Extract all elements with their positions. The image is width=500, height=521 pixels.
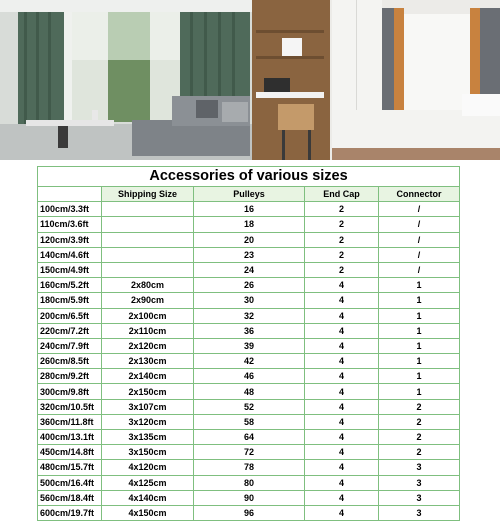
cell-shipping-size: 3x120cm [102, 414, 194, 429]
cell-size: 450cm/14.8ft [38, 445, 102, 460]
product-photos [0, 0, 500, 160]
accessories-sheet [37, 166, 459, 521]
cell-end-cap: 2 [305, 247, 379, 262]
cell-connector: 1 [379, 278, 460, 293]
living-room-photo [0, 0, 252, 160]
cell-size: 400cm/13.1ft [38, 430, 102, 445]
cell-end-cap: 4 [305, 338, 379, 353]
table-row [38, 323, 460, 338]
cell-size: 300cm/9.8ft [38, 384, 102, 399]
cell-pulleys: 23 [194, 247, 305, 262]
cell-end-cap: 4 [305, 323, 379, 338]
table-row [38, 338, 460, 353]
table-title: Accessories of various sizes [38, 167, 460, 187]
table-row [38, 414, 460, 429]
cell-end-cap: 4 [305, 293, 379, 308]
header-connector: Connector [379, 187, 460, 202]
cell-end-cap: 4 [305, 414, 379, 429]
cell-size: 560cm/18.4ft [38, 490, 102, 505]
cell-size: 500cm/16.4ft [38, 475, 102, 490]
cell-connector: 1 [379, 323, 460, 338]
cell-pulleys: 52 [194, 399, 305, 414]
cell-end-cap: 4 [305, 278, 379, 293]
cell-shipping-size: 2x130cm [102, 354, 194, 369]
cell-shipping-size: 2x90cm [102, 293, 194, 308]
cell-end-cap: 4 [305, 490, 379, 505]
cell-size: 360cm/11.8ft [38, 414, 102, 429]
cell-end-cap: 4 [305, 505, 379, 520]
cell-connector: 1 [379, 384, 460, 399]
cell-size: 260cm/8.5ft [38, 354, 102, 369]
cell-shipping-size [102, 247, 194, 262]
cell-shipping-size [102, 217, 194, 232]
cell-shipping-size: 3x150cm [102, 445, 194, 460]
table-row [38, 202, 460, 217]
table-row [38, 460, 460, 475]
cell-size: 120cm/3.9ft [38, 232, 102, 247]
cell-pulleys: 64 [194, 430, 305, 445]
cell-connector: 2 [379, 430, 460, 445]
cell-shipping-size: 2x100cm [102, 308, 194, 323]
cell-end-cap: 4 [305, 460, 379, 475]
cell-size: 220cm/7.2ft [38, 323, 102, 338]
table-row [38, 262, 460, 277]
cell-shipping-size: 2x110cm [102, 323, 194, 338]
table-row [38, 217, 460, 232]
cell-shipping-size: 4x125cm [102, 475, 194, 490]
cell-pulleys: 16 [194, 202, 305, 217]
cell-size: 200cm/6.5ft [38, 308, 102, 323]
cell-connector: 3 [379, 490, 460, 505]
table-row [38, 475, 460, 490]
cell-end-cap: 4 [305, 399, 379, 414]
cell-size: 240cm/7.9ft [38, 338, 102, 353]
cell-connector: / [379, 202, 460, 217]
cell-shipping-size: 3x107cm [102, 399, 194, 414]
cell-connector: 2 [379, 414, 460, 429]
cell-pulleys: 18 [194, 217, 305, 232]
cell-pulleys: 72 [194, 445, 305, 460]
cell-pulleys: 36 [194, 323, 305, 338]
cell-pulleys: 78 [194, 460, 305, 475]
cell-end-cap: 2 [305, 232, 379, 247]
table-row [38, 430, 460, 445]
cell-size: 100cm/3.3ft [38, 202, 102, 217]
cell-end-cap: 2 [305, 262, 379, 277]
table-row [38, 354, 460, 369]
header-pulleys: Pulleys [194, 187, 305, 202]
cell-connector: 1 [379, 293, 460, 308]
bedroom-illustration [252, 0, 500, 160]
table-row [38, 278, 460, 293]
cell-end-cap: 4 [305, 475, 379, 490]
cell-shipping-size [102, 262, 194, 277]
cell-pulleys: 42 [194, 354, 305, 369]
table-row [38, 308, 460, 323]
cell-connector: 1 [379, 338, 460, 353]
cell-end-cap: 4 [305, 384, 379, 399]
cell-connector: 2 [379, 399, 460, 414]
cell-pulleys: 30 [194, 293, 305, 308]
header-size [38, 187, 102, 202]
cell-connector: 2 [379, 445, 460, 460]
cell-end-cap: 4 [305, 430, 379, 445]
cell-connector: / [379, 262, 460, 277]
cell-size: 140cm/4.6ft [38, 247, 102, 262]
header-row [38, 187, 460, 202]
cell-connector: 1 [379, 354, 460, 369]
cell-shipping-size: 4x120cm [102, 460, 194, 475]
cell-pulleys: 39 [194, 338, 305, 353]
cell-pulleys: 24 [194, 262, 305, 277]
table-row [38, 293, 460, 308]
cell-pulleys: 48 [194, 384, 305, 399]
cell-end-cap: 2 [305, 202, 379, 217]
cell-shipping-size: 2x140cm [102, 369, 194, 384]
table-row [38, 505, 460, 520]
header-end-cap: End Cap [305, 187, 379, 202]
cell-connector: / [379, 232, 460, 247]
table-row [38, 247, 460, 262]
cell-pulleys: 80 [194, 475, 305, 490]
cell-end-cap: 4 [305, 354, 379, 369]
cell-shipping-size: 4x150cm [102, 505, 194, 520]
cell-connector: 3 [379, 475, 460, 490]
cell-pulleys: 20 [194, 232, 305, 247]
cell-connector: / [379, 247, 460, 262]
cell-connector: / [379, 217, 460, 232]
cell-shipping-size [102, 202, 194, 217]
cell-size: 110cm/3.6ft [38, 217, 102, 232]
cell-shipping-size [102, 232, 194, 247]
table-row [38, 490, 460, 505]
cell-shipping-size: 2x80cm [102, 278, 194, 293]
table-row [38, 369, 460, 384]
cell-size: 180cm/5.9ft [38, 293, 102, 308]
cell-pulleys: 32 [194, 308, 305, 323]
table-row [38, 232, 460, 247]
cell-shipping-size: 4x140cm [102, 490, 194, 505]
cell-pulleys: 26 [194, 278, 305, 293]
accessories-table [37, 166, 460, 521]
cell-pulleys: 46 [194, 369, 305, 384]
bedroom-photo [252, 0, 500, 160]
cell-connector: 1 [379, 369, 460, 384]
table-row [38, 445, 460, 460]
cell-connector: 3 [379, 505, 460, 520]
cell-size: 480cm/15.7ft [38, 460, 102, 475]
cell-end-cap: 4 [305, 369, 379, 384]
header-shipping-size: Shipping Size [102, 187, 194, 202]
cell-size: 280cm/9.2ft [38, 369, 102, 384]
cell-pulleys: 58 [194, 414, 305, 429]
table-row [38, 384, 460, 399]
cell-shipping-size: 2x150cm [102, 384, 194, 399]
cell-end-cap: 4 [305, 308, 379, 323]
cell-size: 320cm/10.5ft [38, 399, 102, 414]
table-body [38, 202, 460, 521]
table-row [38, 399, 460, 414]
title-row [38, 167, 460, 187]
living-room-illustration [0, 0, 252, 160]
cell-size: 160cm/5.2ft [38, 278, 102, 293]
cell-connector: 1 [379, 308, 460, 323]
cell-pulleys: 96 [194, 505, 305, 520]
cell-shipping-size: 2x120cm [102, 338, 194, 353]
cell-size: 150cm/4.9ft [38, 262, 102, 277]
cell-end-cap: 4 [305, 445, 379, 460]
cell-end-cap: 2 [305, 217, 379, 232]
cell-connector: 3 [379, 460, 460, 475]
cell-size: 600cm/19.7ft [38, 505, 102, 520]
cell-shipping-size: 3x135cm [102, 430, 194, 445]
cell-pulleys: 90 [194, 490, 305, 505]
